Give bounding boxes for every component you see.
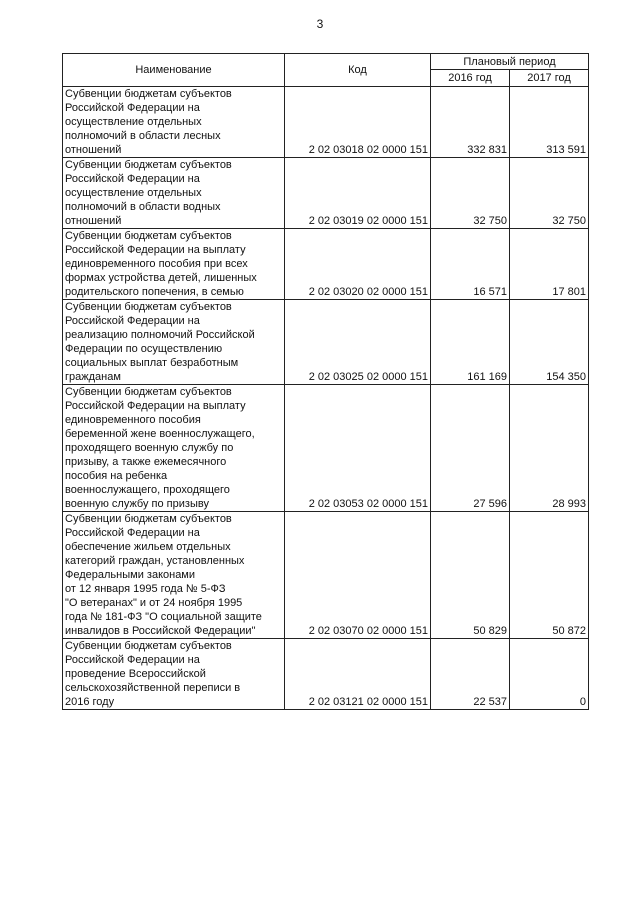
cell-name	[63, 229, 285, 300]
cell-code: 2 02 03053 02 0000 151	[285, 385, 431, 512]
table-row	[63, 87, 589, 158]
name-line: призыву, а также ежемесячного	[65, 456, 227, 468]
name-line: Субвенции бюджетам субъектов	[65, 230, 232, 242]
cell-2017: 154 350	[510, 300, 589, 385]
name-line: отношений	[65, 215, 122, 227]
cell-2017: 313 591	[510, 87, 589, 158]
name-line: социальных выплат безработным	[65, 357, 239, 369]
cell-2017: 28 993	[510, 385, 589, 512]
name-line: реализацию полномочий Российской	[65, 329, 255, 341]
name-line: полномочий в области лесных	[65, 130, 221, 142]
cell-2016: 32 750	[431, 158, 510, 229]
name-line: категорий граждан, установленных	[65, 555, 245, 567]
name-line: обеспечение жильем отдельных	[65, 541, 231, 553]
name-line: полномочий в области водных	[65, 201, 221, 213]
name-line: пособия на ребенка	[65, 470, 168, 482]
name-line: Российской Федерации на выплату	[65, 244, 246, 256]
cell-2017: 32 750	[510, 158, 589, 229]
cell-2016: 161 169	[431, 300, 510, 385]
header-year-2016: 2016 год	[431, 70, 510, 87]
cell-2017: 17 801	[510, 229, 589, 300]
header-year-2017: 2017 год	[510, 70, 589, 87]
name-line: Субвенции бюджетам субъектов	[65, 88, 232, 100]
cell-name	[63, 300, 285, 385]
name-line: Субвенции бюджетам субъектов	[65, 640, 232, 652]
name-line: Федеральными законами	[65, 569, 196, 581]
name-line: проведение Всероссийской	[65, 668, 206, 680]
name-line: от 12 января 1995 года № 5-ФЗ	[65, 583, 226, 595]
name-line: Федерации по осуществлению	[65, 343, 223, 355]
table-row	[63, 229, 589, 300]
name-line: формах устройства детей, лишенных	[65, 272, 257, 284]
cell-name	[63, 639, 285, 710]
table-row	[63, 639, 589, 710]
name-line: беременной жене военнослужащего,	[65, 428, 255, 440]
name-line: военную службу по призыву	[65, 498, 209, 510]
cell-2016: 22 537	[431, 639, 510, 710]
name-line: родительского попечения, в семью	[65, 286, 244, 298]
name-line: Российской Федерации на выплату	[65, 400, 246, 412]
cell-2017: 50 872	[510, 512, 589, 639]
header-planning-period: Плановый период	[431, 54, 589, 70]
name-line: отношений	[65, 144, 122, 156]
cell-2016: 332 831	[431, 87, 510, 158]
name-line: Субвенции бюджетам субъектов	[65, 386, 232, 398]
name-line: Российской Федерации на	[65, 654, 200, 666]
name-line: Российской Федерации на	[65, 173, 200, 185]
name-line: осуществление отдельных	[65, 187, 202, 199]
header-name: Наименование	[63, 54, 285, 87]
name-line: единовременного пособия	[65, 414, 201, 426]
name-line: Субвенции бюджетам субъектов	[65, 513, 232, 525]
cell-code: 2 02 03018 02 0000 151	[285, 87, 431, 158]
budget-table	[62, 53, 589, 710]
page-number: 3	[316, 17, 324, 31]
name-line: Субвенции бюджетам субъектов	[65, 159, 232, 171]
cell-code: 2 02 03019 02 0000 151	[285, 158, 431, 229]
name-line: "О ветеранах" и от 24 ноября 1995	[65, 597, 243, 609]
name-line: сельскохозяйственной переписи в	[65, 682, 241, 694]
table-row	[63, 300, 589, 385]
cell-name	[63, 87, 285, 158]
cell-code: 2 02 03070 02 0000 151	[285, 512, 431, 639]
name-line: проходящего военную службу по	[65, 442, 234, 454]
header-code: Код	[285, 54, 431, 87]
name-line: военнослужащего, проходящего	[65, 484, 230, 496]
cell-name	[63, 512, 285, 639]
cell-code: 2 02 03020 02 0000 151	[285, 229, 431, 300]
cell-2016: 16 571	[431, 229, 510, 300]
name-line: Российской Федерации на	[65, 527, 200, 539]
name-line: гражданам	[65, 371, 121, 383]
name-line: Российской Федерации на	[65, 315, 200, 327]
cell-2016: 50 829	[431, 512, 510, 639]
name-line: Субвенции бюджетам субъектов	[65, 301, 232, 313]
cell-name	[63, 158, 285, 229]
name-line: года № 181-ФЗ "О социальной защите	[65, 611, 262, 623]
cell-2016: 27 596	[431, 385, 510, 512]
cell-2017: 0	[510, 639, 589, 710]
name-line: инвалидов в Российской Федерации"	[65, 625, 256, 637]
cell-code: 2 02 03025 02 0000 151	[285, 300, 431, 385]
table-row	[63, 512, 589, 639]
table-row	[63, 158, 589, 229]
name-line: Российской Федерации на	[65, 102, 200, 114]
cell-name	[63, 385, 285, 512]
table-row	[63, 385, 589, 512]
cell-code: 2 02 03121 02 0000 151	[285, 639, 431, 710]
name-line: осуществление отдельных	[65, 116, 202, 128]
name-line: 2016 году	[65, 696, 115, 708]
name-line: единовременного пособия при всех	[65, 258, 248, 270]
